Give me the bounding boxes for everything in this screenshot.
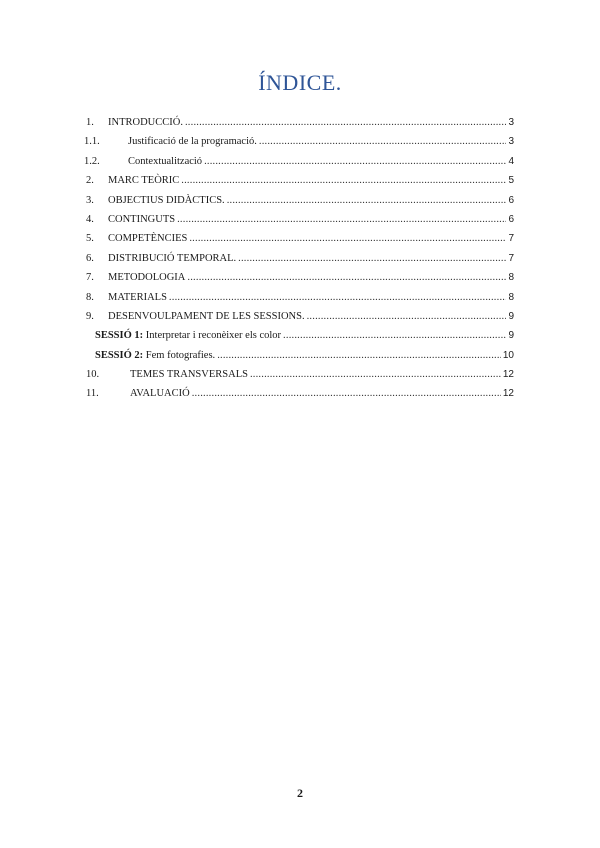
toc-entry-label: OBJECTIUS DIDÀCTICS. <box>108 194 225 206</box>
toc-entry-label: Justificació de la programació. <box>128 136 257 148</box>
toc-entry[interactable] <box>86 369 514 388</box>
toc-entry-page: 9 <box>508 330 514 342</box>
toc-entry-number: 4. <box>86 213 94 225</box>
toc-entry[interactable] <box>86 195 514 214</box>
toc-entry[interactable] <box>86 253 514 272</box>
dot-leader <box>187 272 506 283</box>
toc-entry[interactable] <box>86 117 514 136</box>
toc-entry-label <box>95 350 215 361</box>
toc-entry-number: 1.1. <box>84 136 100 148</box>
toc-entry-page: 3 <box>508 117 514 128</box>
toc-entry-number: 7. <box>86 272 94 284</box>
toc-entry-label: INTRODUCCIÓ. <box>108 117 183 128</box>
toc-entry-page: 12 <box>502 369 514 381</box>
toc-entry-number: 6. <box>86 252 94 264</box>
toc-entry[interactable] <box>86 311 514 330</box>
dot-leader <box>192 388 501 399</box>
page-number: 2 <box>297 786 303 800</box>
toc-entry-number: 2. <box>86 175 94 187</box>
toc-entry-page: 8 <box>508 272 514 284</box>
toc-entry-label: METODOLOGIA <box>108 272 186 284</box>
toc-entry-page: 7 <box>508 233 514 245</box>
dot-leader <box>185 117 506 128</box>
toc-entry-label: MARC TEÒRIC <box>108 175 180 187</box>
toc-entry[interactable] <box>86 175 514 194</box>
dot-leader <box>250 369 501 380</box>
toc-entry-label: Contextualització <box>128 155 203 167</box>
dot-leader <box>238 253 506 264</box>
toc-entry-number: 11. <box>86 388 99 400</box>
toc-entry[interactable] <box>86 136 514 155</box>
toc-entry[interactable] <box>86 214 514 233</box>
toc-entry-number: 1.2. <box>84 155 100 167</box>
toc-entry-label: MATERIALS <box>108 291 167 303</box>
toc-entry[interactable] <box>86 388 514 407</box>
toc-entry-label: DISTRIBUCIÓ TEMPORAL. <box>108 252 237 264</box>
session-tag: SESSIÓ 1: <box>95 330 144 342</box>
toc-entry-number: 1. <box>86 117 94 128</box>
toc-entry[interactable] <box>86 272 514 291</box>
toc-entry[interactable] <box>86 330 514 349</box>
toc-entry[interactable] <box>86 233 514 252</box>
dot-leader <box>204 156 506 167</box>
session-tag: SESSIÓ 2: <box>95 349 144 361</box>
toc-entry-page: 10 <box>502 349 514 361</box>
toc-entry-number: 3. <box>86 194 94 206</box>
toc-entry-number: 10. <box>86 369 100 381</box>
toc-entry-page: 9 <box>508 310 514 322</box>
session-title: Interpretar i reconèixer els color <box>145 330 282 342</box>
toc-entry-label: AVALUACIÓ <box>130 388 190 400</box>
toc-entry-label: DESENVOULPAMENT DE LES SESSIONS. <box>108 310 305 322</box>
toc-entry-number: 5. <box>86 233 94 245</box>
toc-entry-number: 9. <box>86 310 94 322</box>
dot-leader <box>259 136 507 147</box>
table-of-contents <box>86 117 514 408</box>
toc-entry-label: TEMES TRANSVERSALS <box>130 369 248 381</box>
toc-entry-page: 7 <box>508 252 514 264</box>
toc-entry-label: COMPETÈNCIES <box>108 233 188 245</box>
toc-entry-page: 4 <box>508 155 514 167</box>
dot-leader <box>177 214 506 225</box>
toc-entry-label <box>95 330 281 341</box>
dot-leader <box>307 311 507 322</box>
toc-entry-page: 6 <box>508 213 514 225</box>
toc-entry[interactable] <box>86 292 514 311</box>
dot-leader <box>283 330 506 341</box>
toc-entry[interactable] <box>86 350 514 369</box>
session-title: Fem fotografies. <box>145 349 216 361</box>
dot-leader <box>217 350 501 361</box>
dot-leader <box>169 292 507 303</box>
toc-entry-page: 5 <box>508 175 514 187</box>
dot-leader <box>181 175 506 186</box>
toc-entry[interactable] <box>86 156 514 175</box>
toc-entry-page: 12 <box>502 388 514 400</box>
toc-entry-page: 8 <box>508 291 514 303</box>
dot-leader <box>189 233 506 244</box>
toc-entry-page: 3 <box>508 136 514 148</box>
dot-leader <box>227 195 507 206</box>
toc-entry-label: CONTINGUTS <box>108 213 176 225</box>
page-title: ÍNDICE. <box>258 70 342 95</box>
toc-entry-page: 6 <box>508 194 514 206</box>
toc-entry-number: 8. <box>86 291 94 303</box>
